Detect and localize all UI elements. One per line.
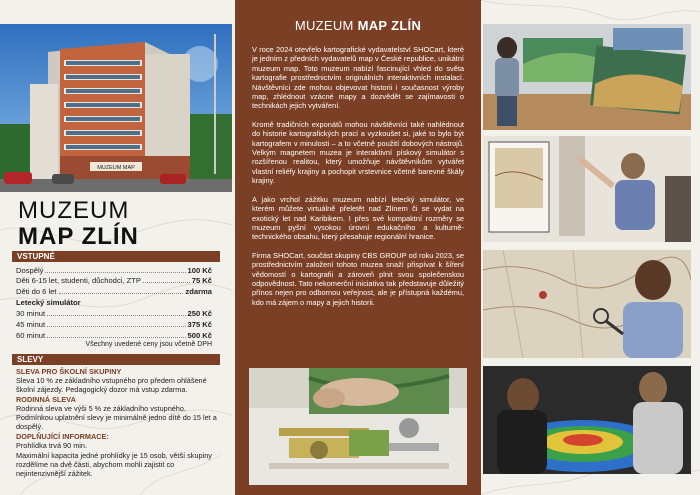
price-row: Děti do 6 let zdarma xyxy=(16,286,212,296)
price-row: Děti 6-15 let, studenti, důchodci, ZTP 75 Kč xyxy=(16,276,212,286)
info-duration: Prohlídka trvá 90 min. xyxy=(16,441,87,450)
middle-column xyxy=(235,0,481,495)
price-row: 60 minut 500 Kč xyxy=(16,330,212,340)
discounts-header: SLEVY xyxy=(12,354,220,365)
map-magnifier-photo xyxy=(483,250,691,358)
historic-map-photo xyxy=(483,136,691,242)
school-discount-text: Sleva 10 % ze základního vstupného pro předem ohlášené školní zájezdy. Pedagogický dozor má vstup zdarma. xyxy=(16,376,207,394)
article-paragraph: Firma SHOCart, součást skupiny CBS GROUP od roku 2023, se prostřednictvím založení tohoto muzea snaží přispívat k šíření vědomostí o kartografii a zároveň plnit svou společenskou odpovědnost. Tato nekomerční iniciativa tak představuje důležitý přínos nejen pro odbornou veřejnost, ale je přístupná každému, kdo má zájem o mapy a jejich historii. xyxy=(252,250,464,307)
article-paragraph: V roce 2024 otevřelo kartografické vydavatelství SHOCart, které je jedním z předních vydavatelů map v České republice, unikátní muzeum map. Toto muzeum nabízí fascinující vhled do světa kartografie prostřednictvím originálních interaktivních instalací. Návštěvníci zde mohou objevovat historii i současnost výroby map, zhlédnout vzácné mapy a dozvědět se zajímavosti o technikách jejich vytváření. xyxy=(252,45,464,111)
price-row: Dospělý 100 Kč xyxy=(16,265,212,275)
article-paragraph: A jako vrchol zážitku muzeum nabízí letecký simulátor, ve kterém můžete virtuálně přeletět nad Zlínem či se vydat na exotický let nad Karibikem. I přes své kompaktní rozměry se muzeum pyšní vysokou úrovní edukačního a kulturně-technického obsahu, který přesahuje regionální hranice. xyxy=(252,194,464,242)
title-bold: MAP ZLÍN xyxy=(18,223,139,250)
museum-title xyxy=(18,199,139,251)
left-column xyxy=(0,0,232,495)
discounts-section xyxy=(16,367,222,479)
price-row: 30 minut 250 Kč xyxy=(16,309,212,319)
price-list xyxy=(16,264,212,340)
info-capacity: Maximální kapacita jedné prohlídky je 15 osob, větší skupiny rozdělíme na dvě části, abychom mohli zajistit co nejintenzivnější zážitek. xyxy=(16,451,212,478)
admission-header: VSTUPNÉ xyxy=(12,251,220,262)
simulator-header: Letecký simulátor xyxy=(16,297,81,307)
school-discount-title: SLEVA PRO ŠKOLNÍ SKUPINY xyxy=(16,367,122,376)
article-paragraph: Kromě tradičních exponátů mohou návštěvníci také nahlédnout do historie kartografických prací a vyzkoušet si, jaké to bylo být kartografem v minulosti – a to včetně použití dobových nástrojů. Velkým magnetem muzea je interaktivní pískový simulátor s rozšířenou realitou, který umožňuje návštěvníkům vytvářet vlastní reliéfy krajiny a pochopit vrstevnice včetně barevné škály krajiny. xyxy=(252,119,464,186)
info-title: DOPLŇUJÍCÍ INFORMACE: xyxy=(16,432,109,441)
exhibition-maps-photo xyxy=(483,24,691,130)
article-text xyxy=(252,45,464,316)
vat-note: Všechny uvedené ceny jsou včetně DPH xyxy=(85,341,212,348)
sand-simulator-photo xyxy=(483,366,691,474)
family-discount-title: RODINNÁ SLEVA xyxy=(16,395,76,404)
article-heading: MUZEUM MAP ZLÍN xyxy=(294,18,422,33)
title-light: MUZEUM xyxy=(18,197,130,224)
family-discount-text: Rodinná sleva ve výši 5 % ze základního vstupného. Podmínkou uplatnění slevy je minimálně jedno dítě do 15 let a dospělý. xyxy=(16,404,217,431)
price-row: 45 minut 375 Kč xyxy=(16,319,212,329)
building-sign: MUZEUM MAP xyxy=(97,165,135,171)
museum-building-photo xyxy=(0,24,232,192)
cartography-tools-photo xyxy=(249,368,467,485)
